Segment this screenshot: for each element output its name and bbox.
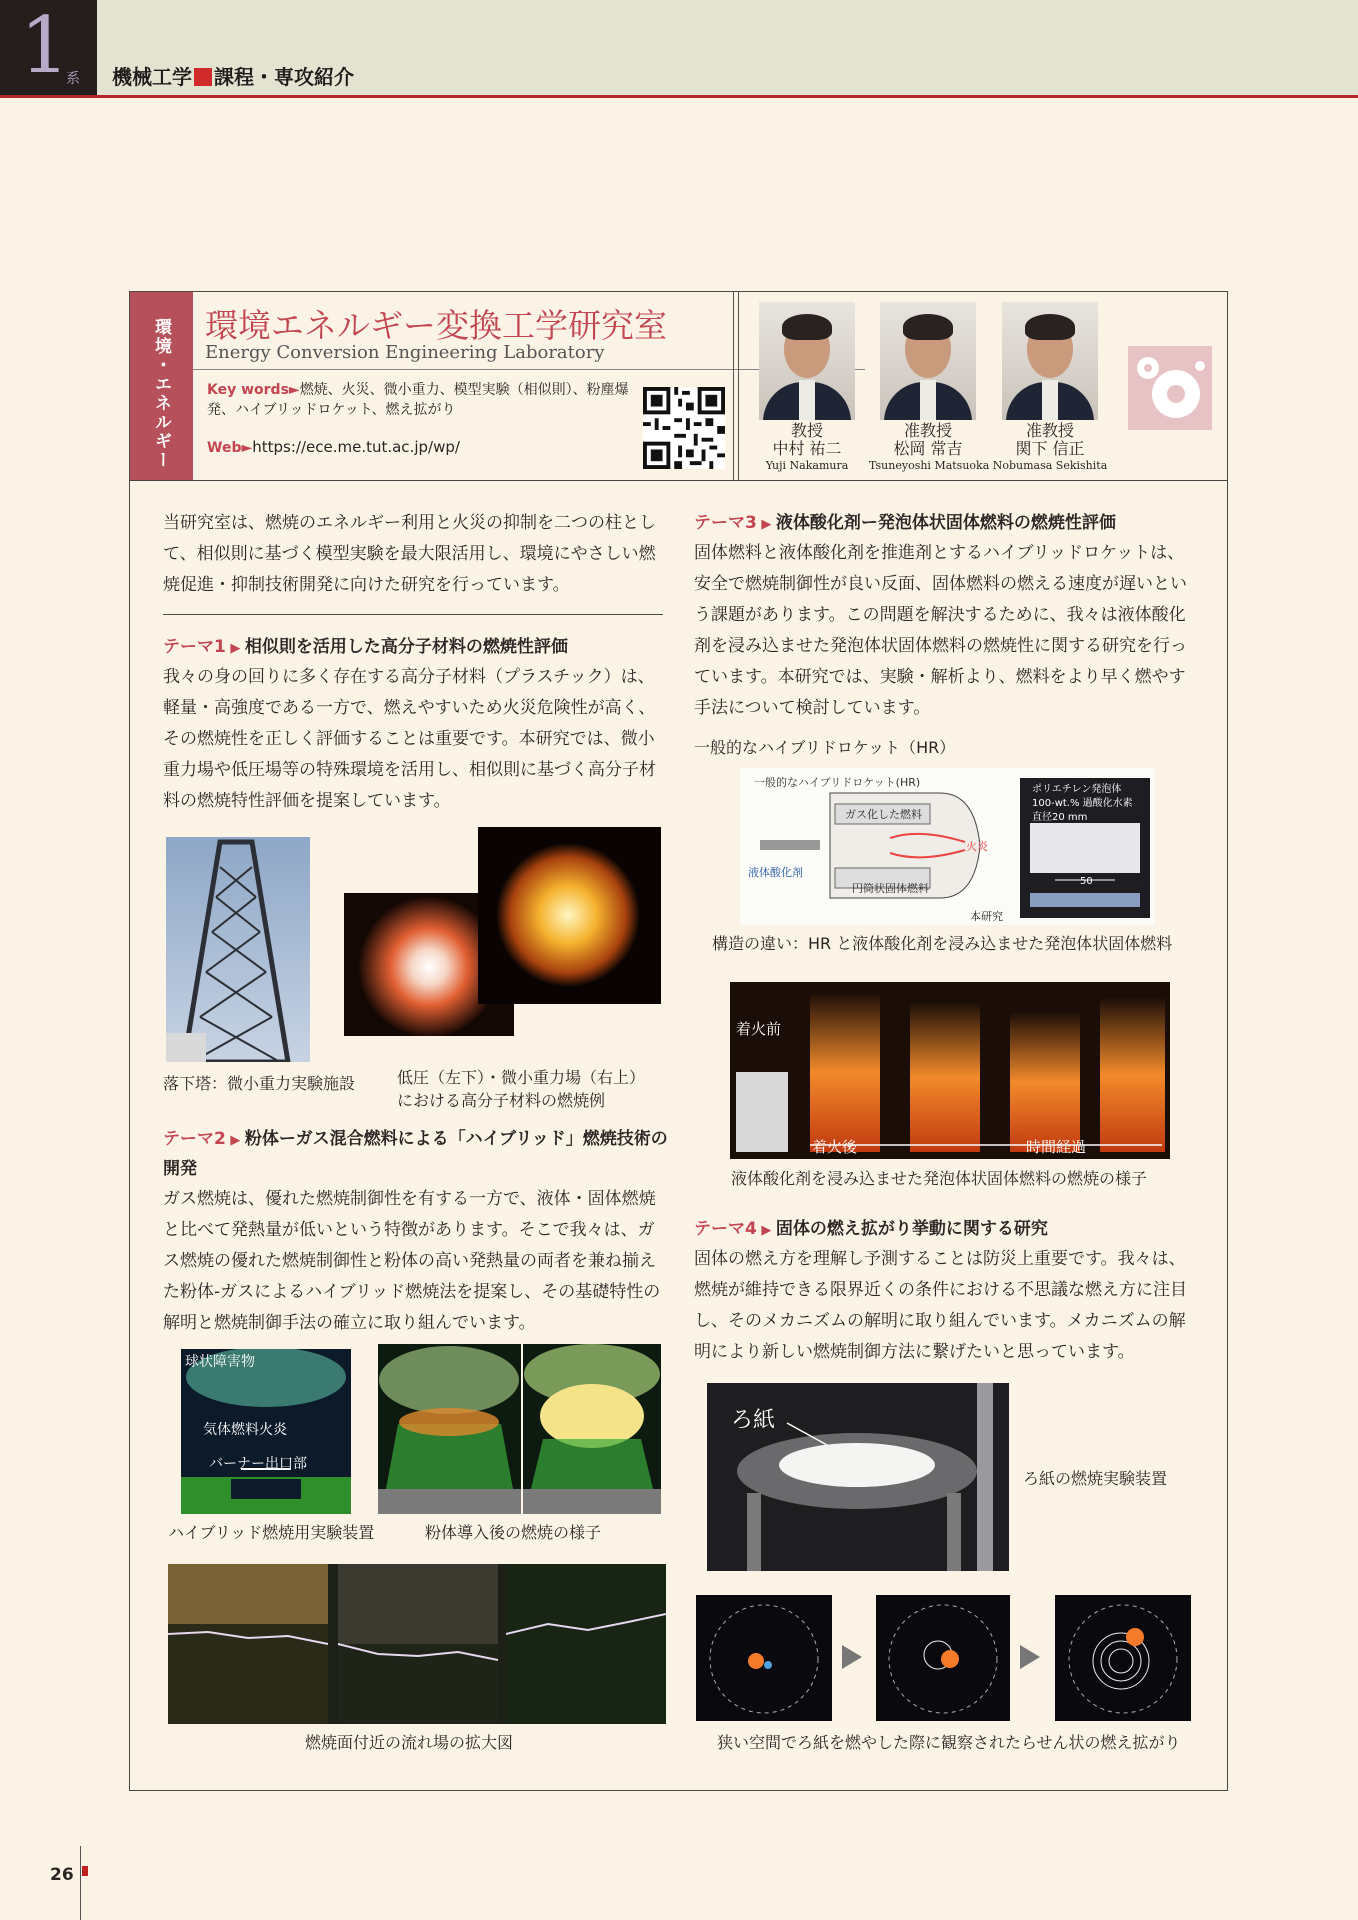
triangle-icon: ▶	[225, 1133, 245, 1148]
staff-role: 教授	[790, 421, 823, 440]
caption-burning: 液体酸化剤を浸み込ませた発泡体状固体燃料の燃焼の様子	[731, 1169, 1148, 1188]
diagram-fuel-label: 円筒状固体燃料	[852, 882, 929, 895]
keywords-text: 燃焼、火災、微小重力、模型実験（相似則）、粉塵爆発、ハイブリッドロケット、燃え拡がり	[207, 382, 629, 418]
diagram-h2o2-label: 100-wt.% 過酸化水素	[1032, 798, 1133, 809]
powder-combustion-photo-2	[523, 1344, 661, 1514]
staff-name: 松岡 常吉	[893, 439, 963, 458]
caption-hybrid-apparatus: ハイブリッド燃焼用実験装置	[168, 1523, 375, 1542]
footer-rule	[80, 1846, 81, 1920]
staff-name-en: Nobumasa Sekishita	[992, 459, 1108, 472]
burn-time-label: 時間経過	[1026, 1138, 1087, 1156]
diagram-diameter-label: 直径20 mm	[1032, 812, 1088, 823]
theme4-body: 固体の燃え方を理解し予測することは防災上重要です。我々は、燃焼が維持できる限界近くの条件における不思議な燃え方に注目し、そのメカニズムの解明に取り組んでいます。メカニズムの解明により新しい燃焼制御方法に繋げたいと思っています。	[694, 1249, 1187, 1362]
intro-text: 当研究室は、燃焼のエネルギー利用と火災の抑制を二つの柱として、相似則に基づく模型実験を最大限活用し、環境にやさしい燃焼促進・抑制技術開発に向けた研究を行っています。	[163, 513, 656, 595]
section-kei: 系	[66, 71, 80, 87]
triangle-icon: ▶	[756, 517, 776, 532]
staff-name: 関下 信正	[1015, 439, 1085, 458]
microgravity-flame-photo	[478, 827, 661, 1004]
foam-fuel-burning-photo	[730, 982, 1170, 1159]
staff-card	[756, 302, 858, 474]
page-number: 26	[50, 1865, 74, 1885]
red-square-icon	[194, 68, 212, 86]
header-divider	[738, 292, 739, 480]
page-title-left: 機械工学	[112, 65, 192, 89]
drop-tower-photo	[166, 837, 310, 1062]
diagram-flame-label: 火炎	[966, 840, 988, 853]
theme2-body: ガス燃焼は、優れた燃焼制御性を有する一方で、液体・固体燃焼と比べて発熱量が低いという特徴があります。そこで我々は、ガス燃焼の優れた燃焼制御性と粉体の高い発熱量の両者を兼ね揃えた粉体-ガスによるハイブリッド燃焼法を提案し、その基礎特性の解明と燃焼制御手法の確立に取り組んでいます。	[163, 1189, 661, 1333]
theme4-title: 固体の燃え拡がり挙動に関する研究	[775, 1219, 1048, 1239]
gear-logo-icon	[1128, 346, 1212, 430]
theme2-no: テーマ2	[163, 1129, 226, 1149]
img-label-obstacle: 球状障害物	[185, 1354, 255, 1370]
qr-code-icon[interactable]	[643, 387, 725, 469]
header-divider	[733, 292, 734, 480]
footer-mark	[82, 1866, 88, 1876]
theme2-heading	[163, 1124, 668, 1156]
flow-field-photo	[168, 1564, 666, 1724]
powder-combustion-photo-1	[378, 1344, 521, 1514]
diagram-gas-label: ガス化した燃料	[845, 808, 922, 821]
lab-title-en: Energy Conversion Engineering Laboratory	[205, 342, 605, 363]
caption-flow-field: 燃焼面付近の流れ場の拡大図	[305, 1733, 514, 1752]
hybrid-rocket-diagram	[740, 768, 1155, 925]
web-label: Web►	[207, 440, 253, 456]
web-link[interactable]	[207, 438, 460, 456]
staff-role: 准教授	[903, 421, 952, 440]
lab-title: 環境エネルギー変換工学研究室	[205, 306, 667, 345]
filter-paper-apparatus-photo	[707, 1383, 1009, 1571]
keywords-label: Key words►	[207, 382, 300, 398]
intro-separator	[163, 614, 663, 615]
theme4-no: テーマ4	[694, 1219, 757, 1239]
theme3-no: テーマ3	[694, 513, 757, 533]
header-bottom-rule	[130, 480, 1227, 481]
theme3-body: 固体燃料と液体酸化剤を推進剤とするハイブリッドロケットは、安全で燃焼制御性が良い反面、固体燃料の燃える速度が遅いという課題があります。この問題を解決するために、我々は液体酸化剤を浸み込ませた発泡体状固体燃料の燃焼性に関する研究を行っています。本研究では、実験・解析より、燃料をより早く燃やす手法について検討しています。	[694, 543, 1187, 718]
arrow-right-icon	[842, 1645, 862, 1669]
theme1-no: テーマ1	[163, 637, 226, 657]
img-label-burner: バーナー出口部	[209, 1456, 307, 1472]
caption-filter-paper: ろ紙の燃焼実験装置	[1023, 1469, 1168, 1488]
img-label-gasflame: 気体燃料火炎	[203, 1422, 287, 1438]
section-tab	[0, 0, 97, 97]
staff-photo	[880, 302, 976, 420]
staff-name-en: Yuji Nakamura	[765, 459, 849, 472]
arrow-right-icon	[1020, 1645, 1040, 1669]
theme3-title: 液体酸化剤ー発泡体状固体燃料の燃焼性評価	[775, 513, 1116, 533]
triangle-icon: ▶	[756, 1223, 776, 1238]
caption-flame-2: における高分子材料の燃焼例	[397, 1091, 606, 1110]
diagram-this-study-label: 本研究	[970, 910, 1003, 923]
theme1-title: 相似則を活用した高分子材料の燃焼性評価	[244, 637, 568, 657]
caption-structure: 構造の違い：HR と液体酸化剤を浸み込ませた発泡体状固体燃料	[712, 934, 1173, 953]
caption-drop-tower: 落下塔：微小重力実験施設	[163, 1074, 356, 1093]
spiral-spread-photo-2	[876, 1595, 1010, 1721]
burn-after-label: 着火後	[812, 1138, 858, 1156]
diagram-50-label: 50	[1080, 876, 1093, 887]
hybrid-apparatus-photo	[181, 1349, 351, 1514]
theme1-body: 我々の身の回りに多く存在する高分子材料（プラスチック）は、軽量・高強度である一方で、燃えやすいため火災危険性が高く、その燃焼性を正しく評価することは重要です。本研究では、微小重力場や低圧場等の特殊環境を活用し、相似則に基づく高分子材料の燃焼特性評価を提案しています。	[163, 667, 656, 811]
theme1-heading	[163, 632, 568, 664]
staff-card	[992, 302, 1108, 474]
staff-card	[869, 302, 990, 474]
caption-flame-1: 低圧（左下）・微小重力場（右上）	[397, 1068, 646, 1087]
diagram-poly-label: ポリエチレン発泡体	[1032, 784, 1122, 795]
staff-name-en: Tsuneyoshi Matsuoka	[869, 459, 990, 472]
keywords	[207, 380, 637, 420]
theme2-heading-2: 開発	[163, 1159, 197, 1179]
diagram-title: 一般的なハイブリドロケット(HR)	[754, 776, 921, 789]
staff-name: 中村 祐二	[772, 439, 842, 458]
page-title-right: 課程・専攻紹介	[214, 65, 354, 89]
triangle-icon: ▶	[225, 641, 245, 656]
caption-powder: 粉体導入後の燃焼の様子	[425, 1523, 602, 1542]
category-label: 環境・エネルギー	[151, 318, 171, 470]
theme4-heading	[694, 1214, 1048, 1246]
spiral-spread-photo-1	[696, 1595, 832, 1721]
spiral-spread-photo-3	[1055, 1595, 1191, 1721]
page-header	[0, 0, 1358, 97]
staff-photo	[1002, 302, 1098, 420]
theme3-heading	[694, 508, 1116, 540]
section-number: 1	[20, 1, 70, 91]
staff-role: 准教授	[1025, 421, 1074, 440]
caption-hr-label: 一般的なハイブリドロケット（HR）	[694, 738, 956, 757]
theme2-title-1: 粉体ーガス混合燃料による「ハイブリッド」燃焼技術の	[244, 1129, 668, 1149]
web-url[interactable]: https://ece.me.tut.ac.jp/wp/	[252, 438, 460, 456]
diagram-oxidizer-label: 液体酸化剤	[748, 866, 803, 879]
caption-spiral: 狭い空間でろ紙を燃やした際に観察されたらせん状の燃え拡がり	[717, 1733, 1181, 1752]
burn-before-label: 着火前	[736, 1020, 782, 1038]
header-rule	[0, 95, 1358, 98]
page-title	[112, 61, 354, 90]
category-tag	[130, 292, 193, 480]
filter-paper-label: ろ紙	[731, 1408, 776, 1433]
staff-photo	[759, 302, 855, 420]
